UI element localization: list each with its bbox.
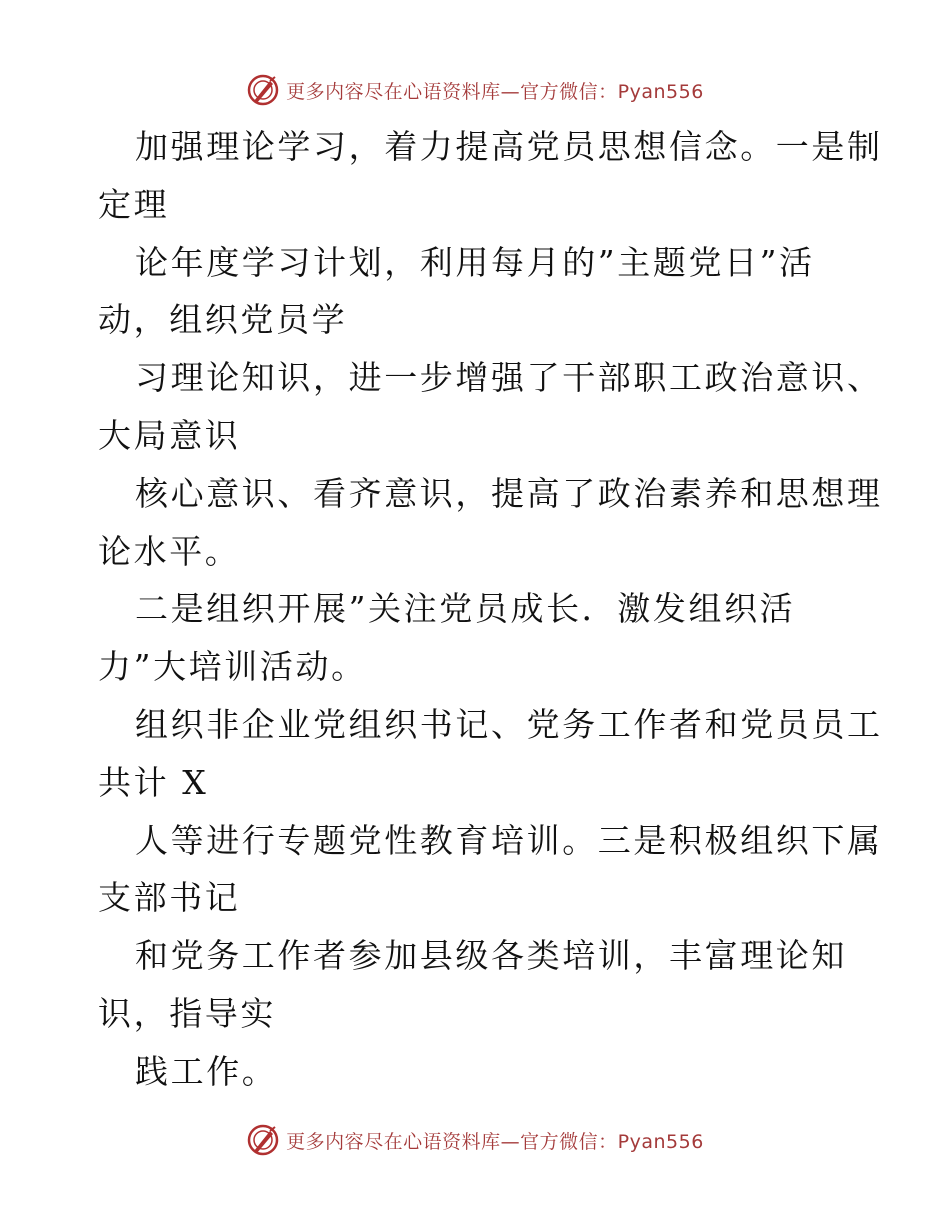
text-line: 动，组织党员学 — [98, 300, 348, 340]
text-line: 论年度学习计划，利用每月的”主题党日”活 — [135, 242, 815, 282]
banner-text: 更多内容尽在心语资料库—官方微信：Pyan556 — [286, 1130, 704, 1153]
text-line: 定理 — [98, 184, 170, 224]
text-line: 核心意识、看齐意识，提高了政治素养和思想理 — [135, 473, 883, 513]
text-line: 共计 X — [98, 762, 209, 802]
banner-text: 更多内容尽在心语资料库—官方微信：Pyan556 — [286, 80, 704, 103]
quill-pen-logo-icon — [246, 73, 280, 107]
text-line: 人等进行专题党性教育培训。三是积极组织下属 — [135, 820, 883, 860]
text-line: 和党务工作者参加县级各类培训，丰富理论知 — [135, 936, 847, 976]
text-line: 践工作。 — [135, 1051, 278, 1091]
text-line: 支部书记 — [98, 878, 241, 918]
text-line: 二是组织开展”关注党员成长．激发组织活 — [135, 589, 796, 629]
text-line: 识，指导实 — [98, 993, 276, 1033]
text-line: 大局意识 — [98, 415, 241, 455]
text-line: 组织非企业党组织书记、党务工作者和党员员工 — [135, 704, 883, 744]
text-line: 力”大培训活动。 — [98, 647, 367, 687]
footer-banner — [0, 1120, 950, 1160]
quill-pen-logo-icon — [246, 1123, 280, 1157]
text-line: 习理论知识，进一步增强了干部职工政治意识、 — [135, 358, 883, 398]
document-body — [98, 118, 883, 1101]
header-banner — [0, 70, 950, 110]
text-line: 加强理论学习，着力提高党员思想信念。一是制 — [135, 127, 883, 166]
text-line: 论水平。 — [98, 531, 241, 571]
